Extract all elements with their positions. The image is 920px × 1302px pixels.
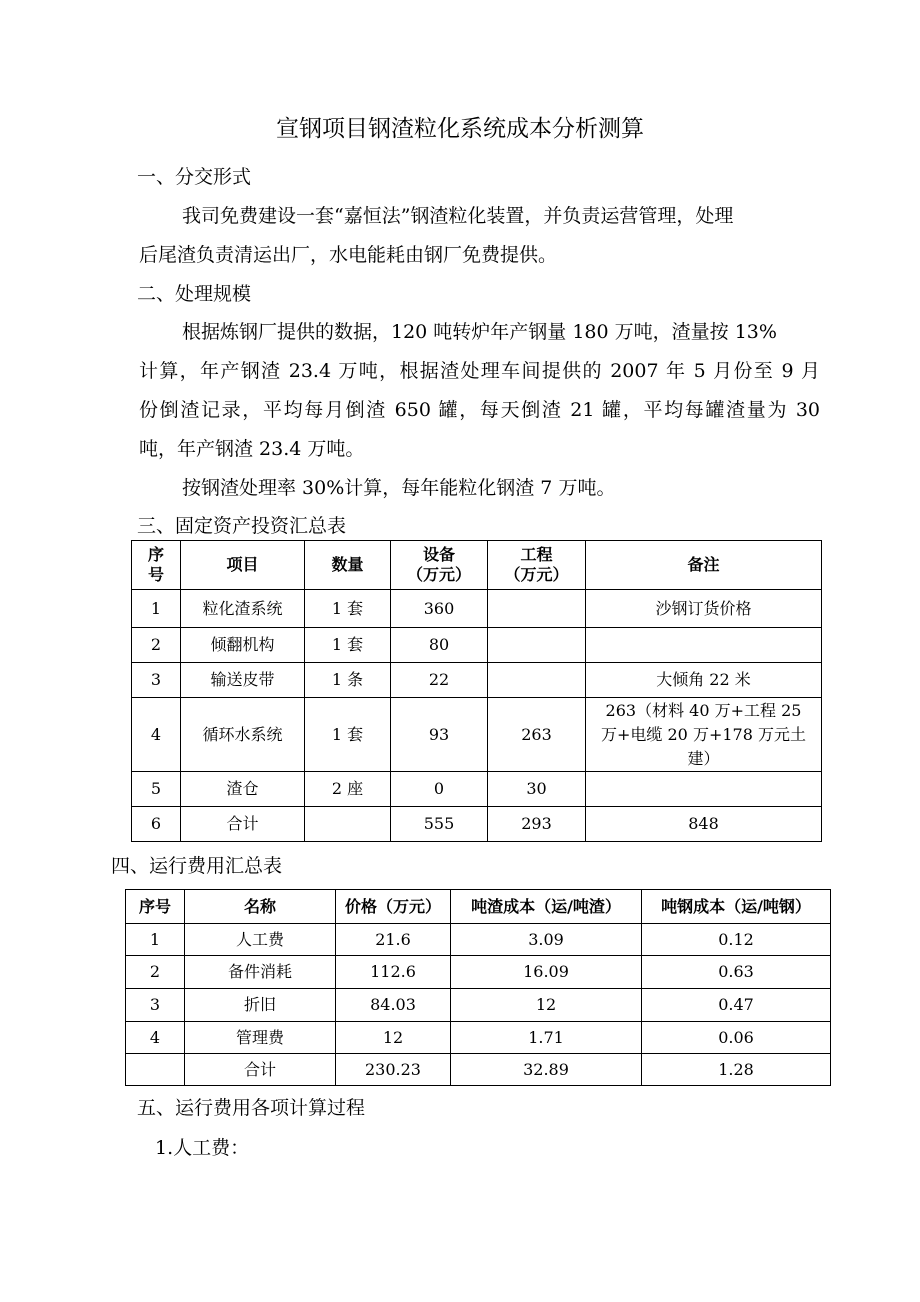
cell-item: 合计 [181,807,305,842]
section-1-line-1: 我司免费建设一套“嘉恒法”钢渣粒化装置，并负责运营管理，处理 [182,205,734,227]
cell-equip: 80 [391,628,488,663]
cell-steel: 0.06 [642,1022,831,1054]
cell-steel: 0.12 [642,924,831,956]
table-row [126,1022,831,1054]
table-row [126,924,831,956]
cell-steel: 0.47 [642,989,831,1022]
cell-no: 5 [132,772,181,807]
header-note: 备注 [586,541,822,590]
cell-equip: 22 [391,663,488,698]
header-steel-cost: 吨钢成本（运/吨钢） [642,890,831,924]
cell-item: 粒化渣系统 [181,590,305,628]
section-2-line-4: 吨，年产钢渣 23.4 万吨。 [139,438,365,460]
cell-item: 输送皮带 [181,663,305,698]
cell-slag: 32.89 [451,1054,642,1086]
header-slag-cost: 吨渣成本（运/吨渣） [451,890,642,924]
page-title: 宣钢项目钢渣粒化系统成本分析测算 [276,116,644,142]
cell-eng [488,590,586,628]
cell-equip: 555 [391,807,488,842]
cell-note: 大倾角 22 米 [586,663,822,698]
cell-note: 263（材料 40 万+工程 25 万+电缆 20 万+178 万元土 建） [586,698,822,772]
cell-steel: 0.63 [642,956,831,989]
cell-no: 2 [126,956,185,989]
section-1-heading: 一、分交形式 [137,166,252,188]
cell-no: 3 [132,663,181,698]
header-item: 项目 [181,541,305,590]
header-engineering: 工程 （万元） [488,541,586,590]
table-row [132,698,822,772]
cell-slag: 12 [451,989,642,1022]
cell-qty: 1 套 [305,628,391,663]
table-row [126,956,831,989]
header-no: 序号 [126,890,185,924]
cell-no: 3 [126,989,185,1022]
table-row [132,772,822,807]
table-row [132,663,822,698]
cell-item: 倾翻机构 [181,628,305,663]
section-3-heading: 三、固定资产投资汇总表 [137,515,347,537]
cell-price: 230.23 [336,1054,451,1086]
cell-note: 848 [586,807,822,842]
cell-no [126,1054,185,1086]
cell-slag: 16.09 [451,956,642,989]
section-2-line-3: 份倒渣记录，平均每月倒渣 650 罐，每天倒渣 21 罐，平均每罐渣量为 30 [139,399,820,421]
table-row [132,628,822,663]
section-5-sub-heading: 1.人工费： [155,1137,250,1159]
table-row [132,590,822,628]
cell-price: 84.03 [336,989,451,1022]
section-1-line-2: 后尾渣负责清运出厂，水电能耗由钢厂免费提供。 [139,244,558,266]
cell-equip: 360 [391,590,488,628]
cell-eng [488,628,586,663]
cell-qty: 1 条 [305,663,391,698]
cell-note [586,628,822,663]
header-equipment: 设备 （万元） [391,541,488,590]
section-2-line-5: 按钢渣处理率 30%计算，每年能粒化钢渣 7 万吨。 [182,477,616,499]
cell-eng: 263 [488,698,586,772]
operating-table-header [126,890,831,924]
cell-no: 4 [132,698,181,772]
cell-steel: 1.28 [642,1054,831,1086]
cell-no: 1 [132,590,181,628]
cell-item: 循环水系统 [181,698,305,772]
cell-name: 折旧 [185,989,336,1022]
cell-qty: 2 座 [305,772,391,807]
cell-name: 备件消耗 [185,956,336,989]
cell-name: 管理费 [185,1022,336,1054]
cell-no: 4 [126,1022,185,1054]
cell-qty [305,807,391,842]
section-2-heading: 二、处理规模 [137,283,252,305]
cell-item: 渣仓 [181,772,305,807]
cell-qty: 1 套 [305,590,391,628]
cell-equip: 93 [391,698,488,772]
table-row [132,807,822,842]
cell-price: 112.6 [336,956,451,989]
table-row [126,989,831,1022]
investment-table-header [132,541,822,590]
cell-name: 合计 [185,1054,336,1086]
header-no: 序 号 [132,541,181,590]
cell-no: 2 [132,628,181,663]
table-row [126,1054,831,1086]
cell-eng [488,663,586,698]
cell-no: 1 [126,924,185,956]
cell-price: 12 [336,1022,451,1054]
cell-no: 6 [132,807,181,842]
cell-note [586,772,822,807]
cell-qty: 1 套 [305,698,391,772]
investment-table [131,540,822,842]
cell-price: 21.6 [336,924,451,956]
section-2-line-2: 计算，年产钢渣 23.4 万吨，根据渣处理车间提供的 2007 年 5 月份至 9 月 [139,360,820,382]
cell-note: 沙钢订货价格 [586,590,822,628]
header-name: 名称 [185,890,336,924]
section-2-line-1: 根据炼钢厂提供的数据，120 吨转炉年产钢量 180 万吨，渣量按 13% [182,321,777,343]
header-price: 价格（万元） [336,890,451,924]
cell-eng: 293 [488,807,586,842]
operating-cost-table [125,889,831,1086]
cell-slag: 1.71 [451,1022,642,1054]
cell-eng: 30 [488,772,586,807]
cell-slag: 3.09 [451,924,642,956]
section-4-heading: 四、运行费用汇总表 [111,855,283,877]
cell-name: 人工费 [185,924,336,956]
section-5-heading: 五、运行费用各项计算过程 [137,1097,366,1119]
header-qty: 数量 [305,541,391,590]
cell-equip: 0 [391,772,488,807]
